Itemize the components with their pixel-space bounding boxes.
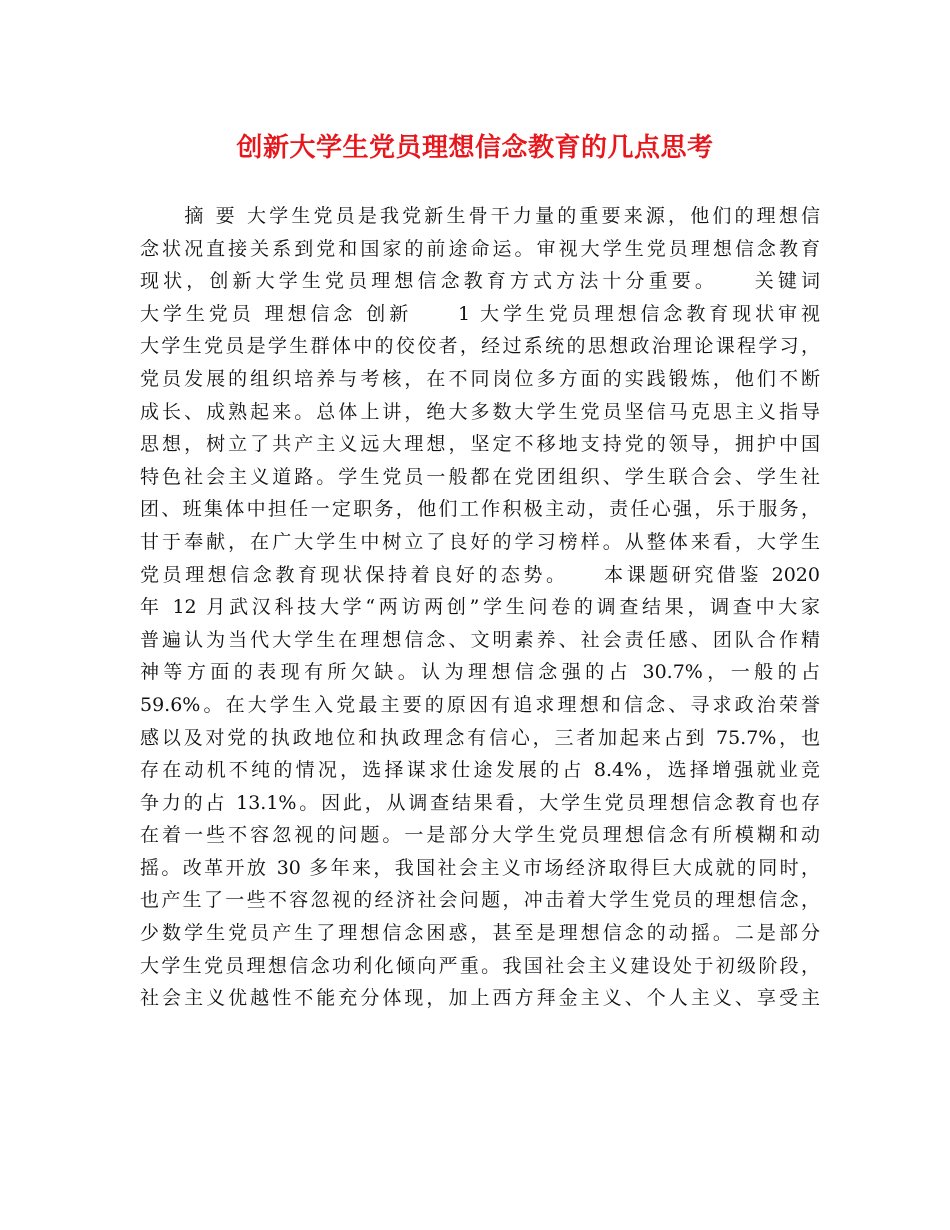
body-line: 党员发展的组织培养与考核，在不同岗位多方面的实践锻炼，他们不断 [140, 367, 820, 390]
body-line: 神等方面的表现有所欠缺。认为理想信念强的占 30.7%，一般的占 [140, 661, 820, 684]
body-line: 成长、成熟起来。总体上讲，绝大多数大学生党员坚信马克思主义指导 [140, 400, 820, 423]
body-line: 社会主义优越性不能充分体现，加上西方拜金主义、个人主义、享受主 [140, 987, 820, 1010]
body-line: 争力的占 13.1%。因此，从调查结果看，大学生党员理想信念教育也存 [140, 791, 820, 814]
body-line: 大学生党员是学生群体中的佼佼者，经过系统的思想政治理论课程学习， [140, 335, 820, 358]
body-line: 感以及对党的执政地位和执政理念有信心，三者加起来占到 75.7%，也 [140, 726, 820, 749]
body-line: 存在动机不纯的情况，选择谋求仕途发展的占 8.4%，选择增强就业竞 [140, 759, 820, 782]
body-line: 摘 要 大学生党员是我党新生骨干力量的重要来源，他们的理想信 [140, 205, 820, 227]
body-line: 少数学生党员产生了理想信念困惑，甚至是理想信念的动摇。二是部分 [140, 922, 820, 945]
body-line: 也产生了一些不容忽视的经济社会问题，冲击着大学生党员的理想信念， [140, 889, 820, 912]
body-line: 大学生党员 理想信念 创新 1 大学生党员理想信念教育现状审视 [140, 302, 820, 325]
body-line: 念状况直接关系到党和国家的前途命运。审视大学生党员理想信念教育 [140, 237, 820, 260]
body-line: 59.6%。在大学生入党最主要的原因有追求理想和信念、寻求政治荣誉 [140, 693, 820, 716]
document-title: 创新大学生党员理想信念教育的几点思考 [236, 133, 714, 163]
body-line: 摇。改革开放 30 多年来，我国社会主义市场经济取得巨大成就的同时， [140, 856, 820, 879]
body-line: 大学生党员理想信念功利化倾向严重。我国社会主义建设处于初级阶段， [140, 954, 820, 977]
body-line: 团、班集体中担任一定职务，他们工作积极主动，责任心强，乐于服务， [140, 498, 820, 521]
body-line: 在着一些不容忽视的问题。一是部分大学生党员理想信念有所模糊和动 [140, 824, 820, 847]
body-line: 党员理想信念教育现状保持着良好的态势。 本课题研究借鉴 2020 [140, 563, 820, 586]
body-line: 甘于奉献，在广大学生中树立了良好的学习榜样。从整体来看，大学生 [140, 530, 820, 553]
body-line: 现状，创新大学生党员理想信念教育方式方法十分重要。 关键词 [140, 270, 820, 293]
body-line: 思想，树立了共产主义远大理想，坚定不移地支持党的领导，拥护中国 [140, 433, 820, 456]
body-line: 年 12 月武汉科技大学“两访两创”学生问卷的调查结果，调查中大家 [140, 596, 820, 619]
body-line: 普遍认为当代大学生在理想信念、文明素养、社会责任感、团队合作精 [140, 628, 820, 651]
body-line: 特色社会主义道路。学生党员一般都在党团组织、学生联合会、学生社 [140, 465, 820, 488]
document-body [140, 200, 820, 1015]
